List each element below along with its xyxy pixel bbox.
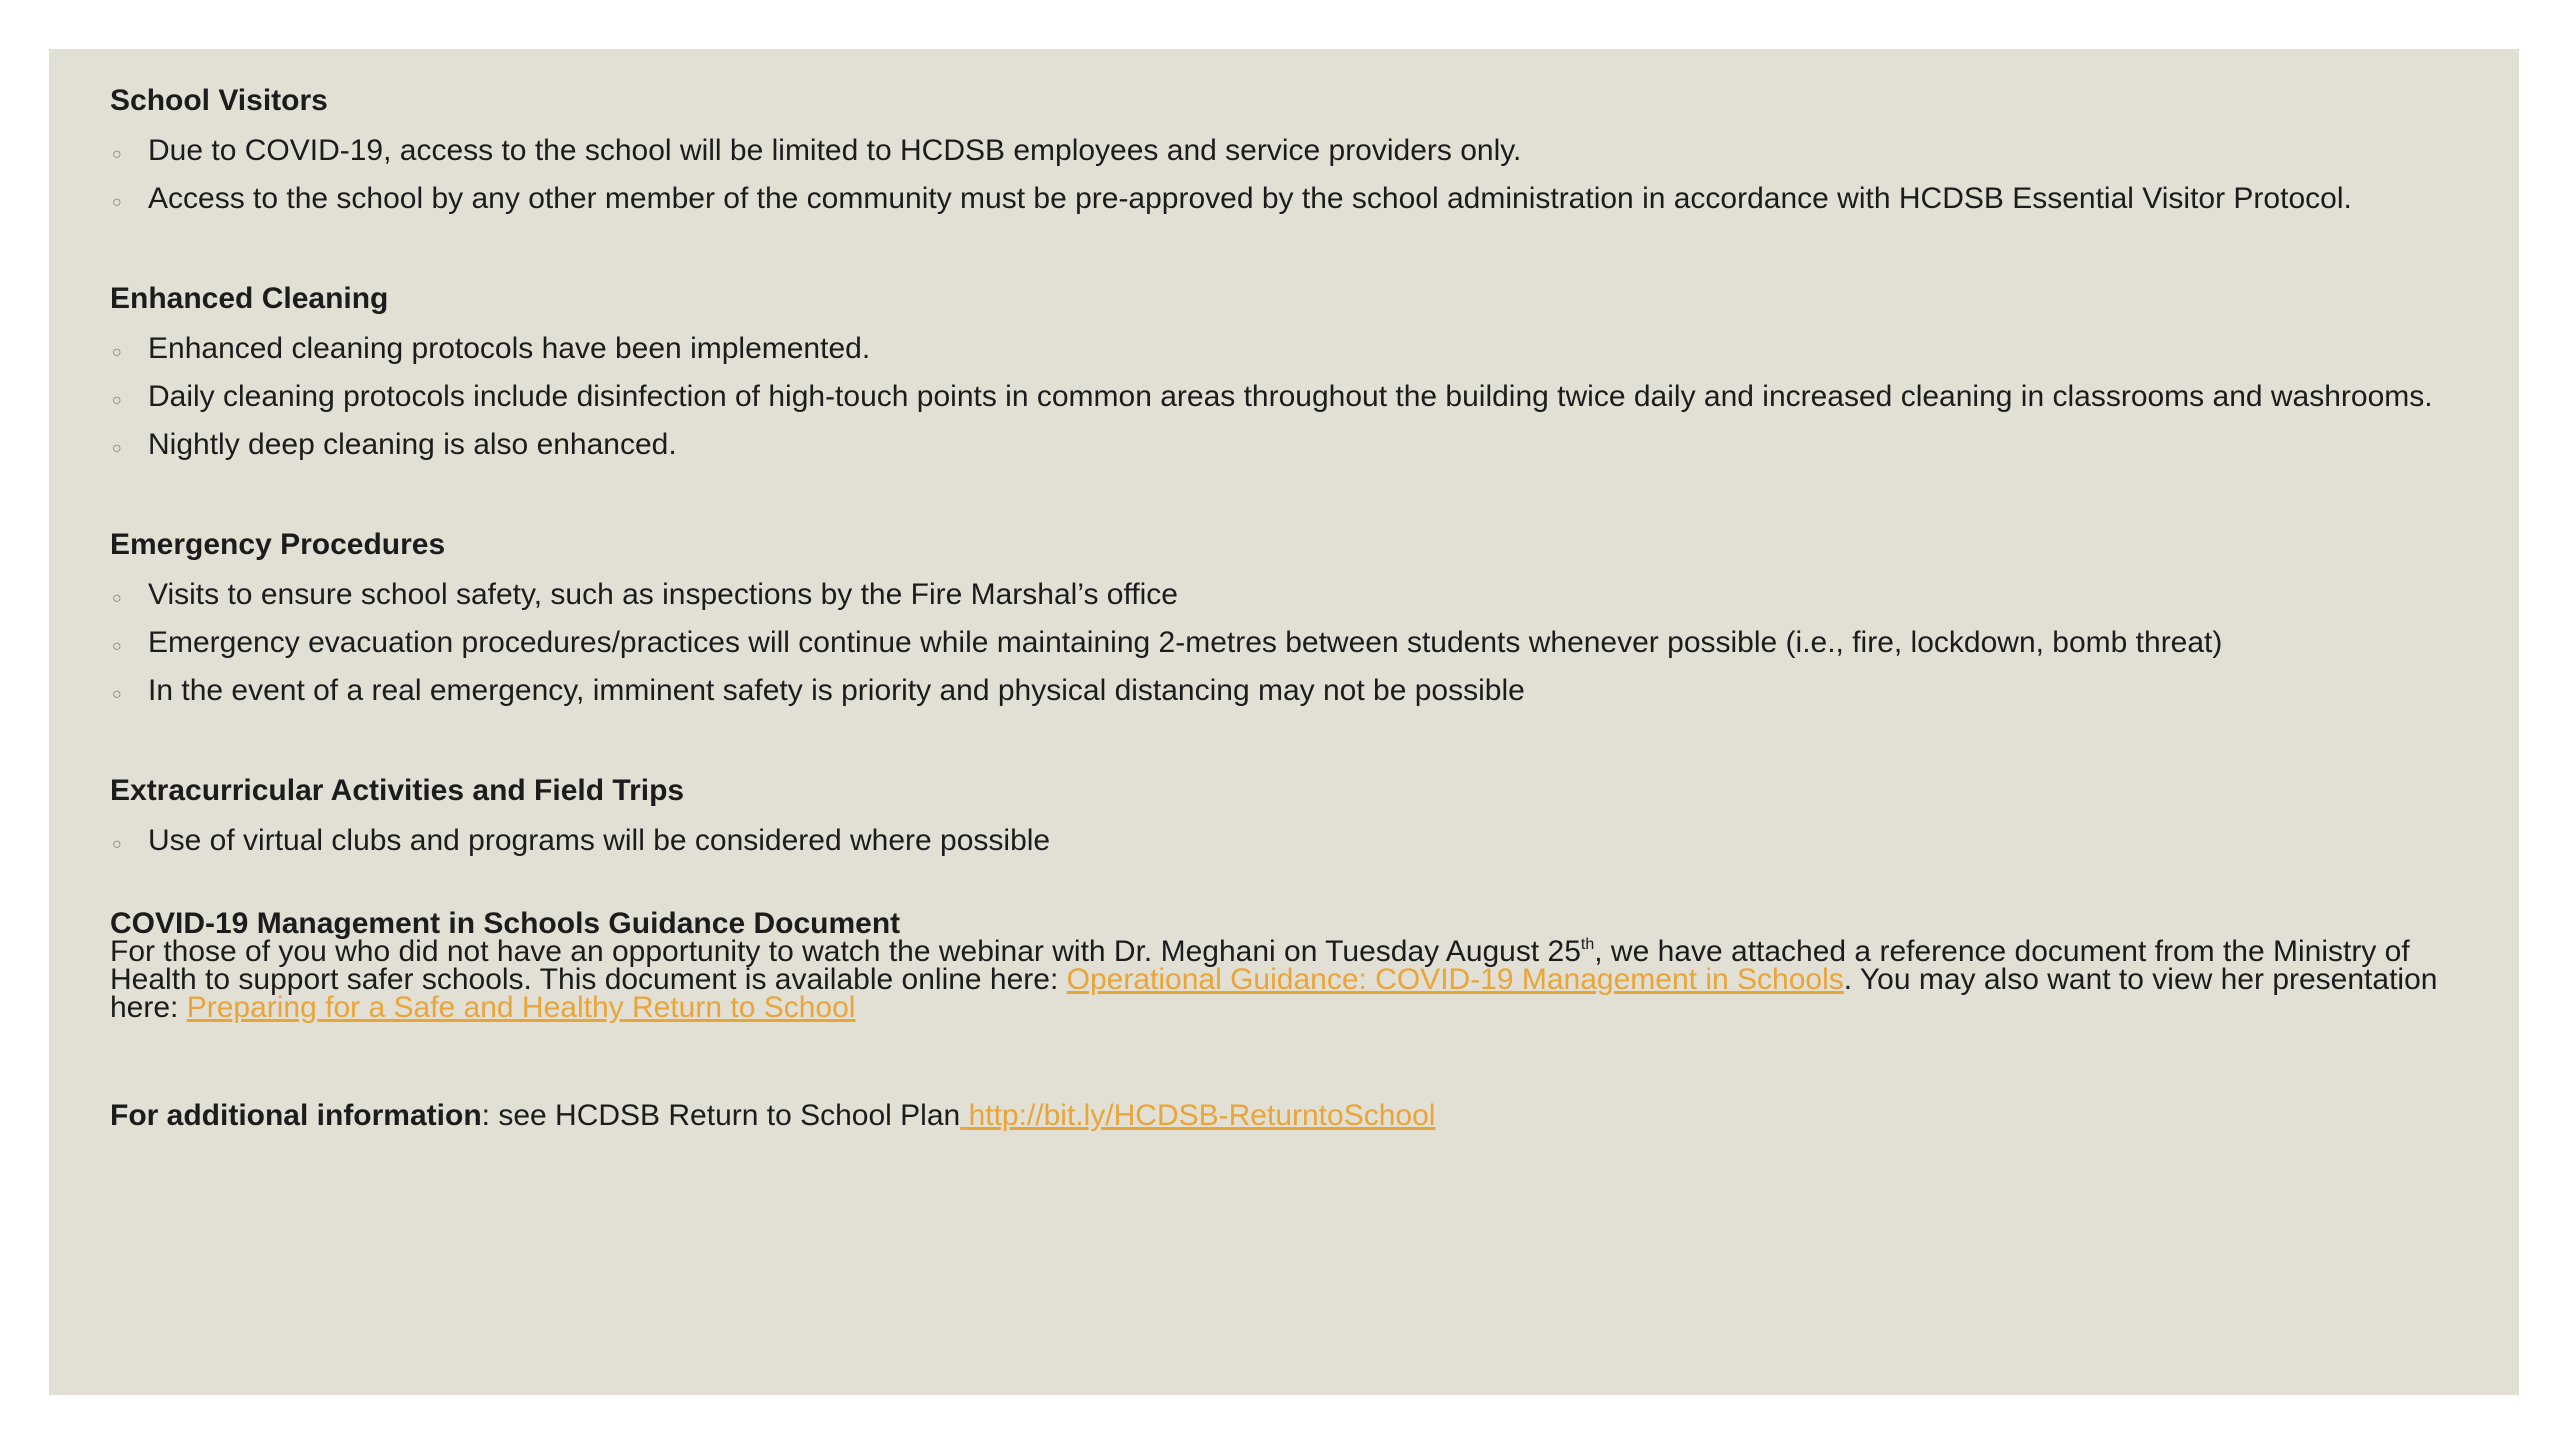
section-heading: Enhanced Cleaning [110, 282, 389, 315]
slide [49, 49, 2519, 1395]
bullet-list [110, 332, 2490, 461]
guidance-text: , we have attached a reference document from the Ministry of Health to support safer schools. This document is available online here: [110, 935, 2410, 996]
list-item [110, 332, 2490, 365]
list-item-text: Due to COVID-19, access to the school will be limited to HCDSB employees and service providers only. [148, 134, 1522, 167]
section-heading: Extracurricular Activities and Field Trips [110, 774, 685, 807]
list-item-text: Emergency evacuation procedures/practices will continue while maintaining 2-metres between students whenever possible (i.e., fire, lockdown, bomb threat) [148, 626, 2223, 659]
section-emergency-procedures [110, 529, 2490, 705]
presentation-link[interactable]: Preparing for a Safe and Healthy Return to School [186, 991, 856, 1024]
list-item [110, 626, 2490, 659]
list-item-text: Nightly deep cleaning is also enhanced. [148, 428, 677, 461]
return-to-school-link[interactable]: http://bit.ly/HCDSB-ReturntoSchool [960, 1099, 1436, 1132]
list-item [110, 578, 2490, 611]
bullet-list [110, 578, 2490, 707]
bullet-icon: ○ [112, 638, 122, 655]
list-item-text: Use of virtual clubs and programs will be considered where possible [148, 824, 1051, 857]
bullet-icon: ○ [112, 194, 122, 211]
list-item-text: Access to the school by any other member of the community must be pre-approved by the school administration in accordance with HCDSB Essential Visitor Protocol. [148, 182, 2352, 215]
bullet-icon: ○ [112, 836, 122, 853]
section-heading: School Visitors [110, 84, 328, 117]
operational-guidance-link[interactable]: Operational Guidance: COVID-19 Management in Schools [1066, 963, 1844, 996]
section-heading: Emergency Procedures [110, 528, 446, 561]
list-item-text: Visits to ensure school safety, such as inspections by the Fire Marshal’s office [148, 578, 1178, 611]
bullet-icon: ○ [112, 440, 122, 457]
list-item [110, 428, 2490, 461]
bullet-icon: ○ [112, 392, 122, 409]
guidance-title: COVID-19 Management in Schools Guidance Document [110, 907, 901, 940]
list-item-text: In the event of a real emergency, imminent safety is priority and physical distancing may not be possible [148, 674, 1525, 707]
list-item [110, 380, 2490, 413]
bullet-icon: ○ [112, 344, 122, 361]
slide-content [110, 85, 2490, 1132]
bullet-icon: ○ [112, 146, 122, 163]
bullet-icon: ○ [112, 686, 122, 703]
date-superscript: th [1580, 936, 1595, 953]
list-item-text: Daily cleaning protocols include disinfection of high-touch points in common areas throughout the building twice daily and increased cleaning in classrooms and washrooms. [148, 380, 2433, 413]
section-extracurricular [110, 775, 2490, 855]
section-school-visitors [110, 85, 2490, 213]
guidance-text: . You may also want to view her presentation here: [110, 963, 2438, 1024]
guidance-document-block [110, 907, 2490, 1024]
additional-info-label: For additional information [110, 1099, 482, 1132]
list-item [110, 824, 2490, 857]
additional-info-text: : see HCDSB Return to School Plan [481, 1099, 961, 1132]
bullet-list [110, 824, 2490, 857]
guidance-text: For those of you who did not have an opportunity to watch the webinar with Dr. Meghani on Tuesday August 25 [110, 935, 1581, 968]
section-enhanced-cleaning [110, 283, 2490, 459]
list-item [110, 182, 2490, 215]
list-item [110, 674, 2490, 707]
bullet-list [110, 134, 2490, 215]
additional-info-line [110, 1100, 2490, 1132]
list-item-text: Enhanced cleaning protocols have been implemented. [148, 332, 871, 365]
list-item [110, 134, 2490, 167]
bullet-icon: ○ [112, 590, 122, 607]
